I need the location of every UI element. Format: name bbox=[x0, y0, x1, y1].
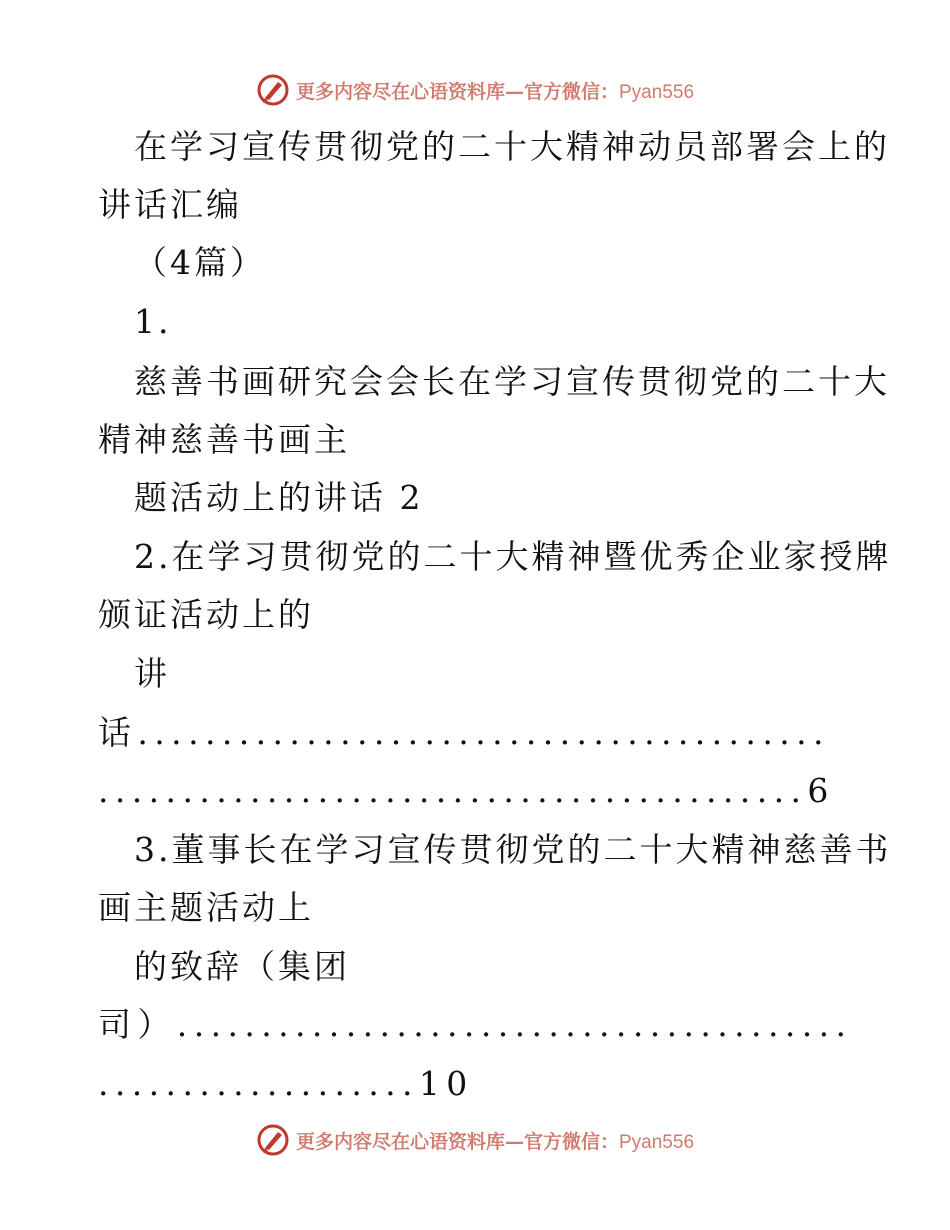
quill-pen-logo-icon bbox=[256, 1123, 290, 1157]
doc-title-line-1: 在学习宣传贯彻党的二十大精神动员部署会上的 bbox=[134, 127, 890, 166]
banner-wechat-label: 官方微信： bbox=[523, 1130, 619, 1153]
toc-item-2-leader-1: 话......................................... bbox=[98, 713, 830, 752]
header-watermark-banner bbox=[0, 70, 950, 110]
quill-pen-logo-icon bbox=[256, 73, 290, 107]
toc-item-3-line-1: 3.董事长在学习宣传贯彻党的二十大精神慈善书 bbox=[134, 830, 892, 869]
footer-watermark-banner bbox=[0, 1120, 950, 1160]
toc-item-3-line-3: 的致辞（集团 bbox=[134, 947, 350, 986]
toc-item-2-leader-2: ..........................................6 bbox=[98, 771, 835, 810]
toc-item-1-line-2: 精神慈善书画主 bbox=[98, 420, 350, 459]
banner-wechat-id: Pyan556 bbox=[619, 1131, 695, 1153]
toc-item-3-line-2: 画主题活动上 bbox=[98, 888, 314, 927]
banner-label bbox=[296, 77, 694, 104]
toc-item-2-line-3: 讲 bbox=[134, 654, 170, 693]
doc-title-line-2: 讲话汇编 bbox=[98, 185, 242, 224]
doc-count: （4篇） bbox=[134, 243, 266, 282]
toc-item-1-line-1: 慈善书画研究会会长在学习宣传贯彻党的二十大 bbox=[134, 362, 890, 401]
toc-item-1-line-3: 题活动上的讲话 2 bbox=[134, 478, 424, 517]
banner-label bbox=[296, 1127, 694, 1154]
banner-dash: — bbox=[504, 1130, 524, 1153]
toc-item-3-leader-1: 司）........................................ bbox=[98, 1005, 853, 1044]
banner-site: 更多内容尽在心语资料库 bbox=[295, 1130, 505, 1153]
banner-wechat-id: Pyan556 bbox=[619, 81, 695, 103]
banner-site: 更多内容尽在心语资料库 bbox=[295, 80, 505, 103]
toc-number-1: 1. bbox=[134, 302, 172, 341]
toc-item-2-line-1: 2.在学习贯彻党的二十大精神暨优秀企业家授牌 bbox=[134, 537, 892, 576]
banner-wechat-label: 官方微信： bbox=[523, 80, 619, 103]
toc-item-2-line-2: 颁证活动上的 bbox=[98, 595, 314, 634]
banner-dash: — bbox=[504, 80, 524, 103]
toc-item-3-leader-2: ...................10 bbox=[98, 1064, 474, 1103]
